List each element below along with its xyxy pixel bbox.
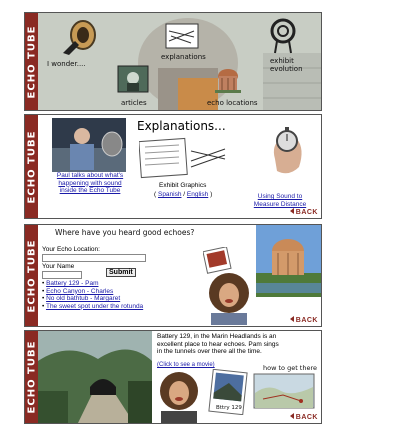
exhibit-evolution-link[interactable]: exhibit evolution [270,57,303,73]
language-links [154,191,212,199]
list-item[interactable]: • The sweet spot under the rotunda [42,302,144,310]
explanations-panel [24,114,322,219]
home-panel [24,12,322,111]
name-label: Your Name [42,263,75,270]
rotunda-icon[interactable] [213,66,243,94]
polaroid-caption: Bttry 129 [216,405,242,411]
exhibit-graphics-label: Exhibit Graphics [159,182,207,189]
location-label: Your Echo Location: [42,246,100,253]
brand-label: ECHO TUBE [26,130,37,203]
paul-photo[interactable] [52,118,126,172]
echo-entries-list [42,280,143,310]
brand-label: ECHO TUBE [26,25,37,98]
exhibit-graphics-thumbnail[interactable] [139,137,229,179]
side-banner [25,115,38,218]
palace-photo [256,225,321,297]
tunnel-photo [38,331,152,423]
name-input[interactable] [42,271,82,279]
list-item[interactable]: • Battery 129 - Pam [42,280,99,287]
list-item[interactable]: • Echo Canyon - Charles [42,287,114,295]
measure-distance-link[interactable]: Using Sound to Measure Distance [253,193,307,208]
spanish-link[interactable]: Spanish [157,191,182,198]
singer-photo [201,269,257,325]
location-input[interactable] [42,254,146,262]
stopwatch-photo[interactable] [267,119,307,179]
brand-label: ECHO TUBE [26,340,37,414]
explanations-link[interactable]: explanations [161,53,206,61]
singer-photo [153,369,205,423]
see-movie-link[interactable]: (Click to see a movie) [157,362,215,368]
back-button[interactable]: BACK [290,413,318,421]
diagram-icon[interactable] [165,23,199,49]
brand-label: ECHO TUBE [26,239,37,312]
side-banner [25,13,38,110]
english-link[interactable]: English [186,191,209,198]
echo-locations-panel [24,224,322,327]
echo-locations-link[interactable]: echo locations [207,99,258,107]
paren-close: ) [210,191,213,198]
explanations-title: Explanations... [137,119,226,133]
how-to-get-there-label: how to get there [263,364,318,372]
slash: / [183,191,186,198]
side-banner [25,225,38,326]
wonder-link[interactable]: I wonder.... [47,60,86,68]
back-button[interactable]: BACK [290,208,318,216]
photo-icon[interactable] [117,65,149,93]
battery-129-panel [24,330,322,424]
side-banner [25,331,38,423]
back-button[interactable]: BACK [290,316,318,324]
paren-open: ( [154,191,157,198]
articles-link[interactable]: articles [121,99,147,107]
echo-question-title: Where have you heard good echoes? [55,228,195,237]
battery-description: Battery 129, in the Marin Headlands is an excellent place to hear echoes. Pam sings in the tunnels over there all the time. [157,333,279,355]
tube-coil-icon[interactable] [268,17,298,55]
submit-button[interactable]: Submit [106,268,136,277]
paul-talks-link[interactable]: Paul talks about what's happening with sound inside the Echo Tube [56,172,124,194]
map-thumbnail[interactable] [253,373,315,409]
list-item[interactable]: • No old bathtub - Margaret [42,295,121,302]
ear-horn-icon[interactable] [57,19,97,57]
